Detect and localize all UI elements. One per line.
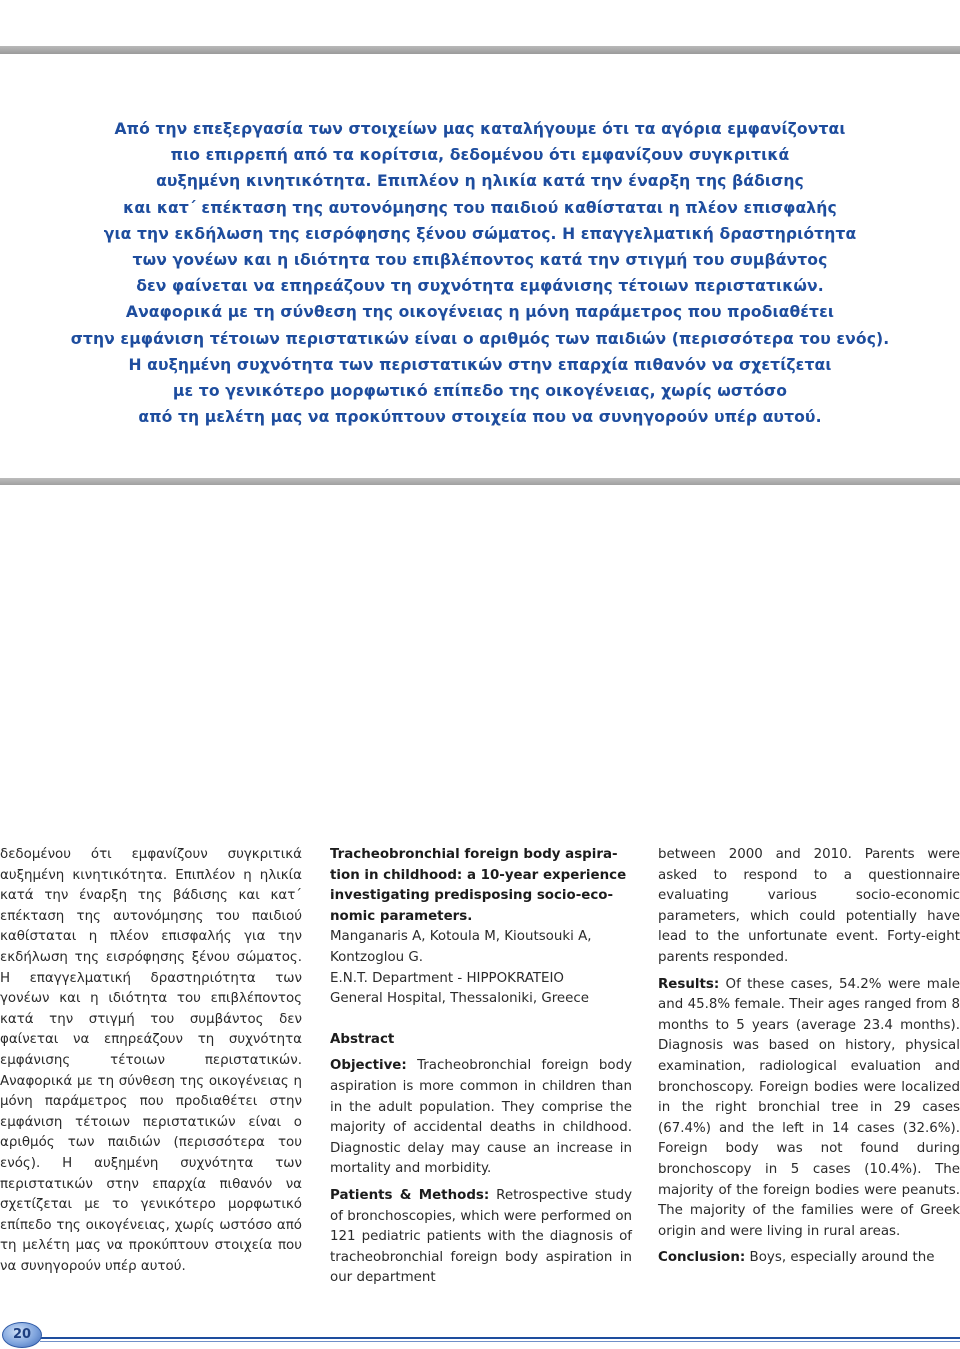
article-title-line: investigating predisposing socio-eco- [330,888,614,904]
abstract-heading: Abstract [330,1031,395,1047]
top-divider [0,46,960,54]
methods-paragraph [330,1186,632,1289]
pullquote [60,116,900,430]
conclusion-text: Boys, especially around the [749,1250,935,1266]
article-title-line: Tracheobronchial foreign body aspira- [330,847,618,862]
footer-rule-thin [40,1341,960,1342]
page-number-badge [2,1322,42,1348]
abstract-column-left [330,845,632,1289]
methods-label: Patients & Methods: [330,1187,490,1203]
objective-paragraph [330,1056,632,1180]
footer-rule [40,1337,960,1339]
pullquote-line: Η αυξημένη συχνότητα των περιστατικών στην επαρχία πιθανόν να σχετίζεται [128,355,832,374]
greek-text-column [0,845,302,1277]
article-authors-line: Kontzoglou G. [330,949,424,965]
objective-text: Tracheobronchial foreign body aspiration is more common in children than in the adult population. They comprise the majority of accidental deaths in childhood. Diagnostic delay may cause an increase in mortality and morbidity. [330,1058,632,1177]
article-affiliation-line: E.N.T. Department - HIPPOKRATEIO [330,970,564,986]
page-number: 20 [12,1327,32,1342]
pullquote-line: με το γενικότερο μορφωτικό επίπεδο της οικογένειας, χωρίς ωστόσο [172,382,788,401]
results-paragraph [658,975,960,1243]
pullquote-line: πιο επιρρεπή από τα κορίτσια, δεδομένου ότι εμφανίζουν συγκριτικά [170,146,790,165]
results-label: Results: [658,976,720,992]
pullquote-line: στην εμφάνιση τέτοιων περιστατικών είναι ο αριθμός των παιδιών (περισσότερα του ενός). [70,329,890,348]
article-affiliation-line: General Hospital, Thessaloniki, Greece [330,991,590,1007]
section-divider [0,478,960,485]
pullquote-line: και κατ΄ επέκταση της αυτονόμησης του παιδιού καθίσταται η πλέον επισφαλής [123,198,837,217]
pullquote-line: αυξημένη κινητικότητα. Επιπλέον η ηλικία κατά την έναρξη της βάδισης [156,172,804,191]
greek-paragraph: δεδομένου ότι εμφανίζουν συγκριτικά αυξημένη κινητικότητα. Επιπλέον η ηλικία κατά την έναρξη της βάδισης και κατ΄ επέκταση της αυτονόμησης του παιδιού καθίσταται η πλέον επισφαλής για την εκδήλωση της εισρόφησης ξένου σώματος. Η επαγγελματική δραστηριότητα των γονέων και η ιδιότητα του επιβλέποντος κατά την στιγμή του συμβάντος δεν φαίνεται να επηρεάζουν τη συχνότητα εμφάνισης τέτοιων περιστατικών. Αναφορικά με τη σύνθεση της οικογένειας η μόνη παράμετρος που προδιαθέτει στην εμφάνιση τέτοιων περιστατικών είναι ο αριθμός των παιδιών (περισσότερα του ενός). Η αυξημένη συχνότητα των περιστατικών στην επαρχία πιθανόν να σχετίζεται με το γενικότερο μορφωτικό επίπεδο της οικογένειας, χωρίς ωστόσο από τη μελέτη μας να προκύπτουν στοιχεία που να συνηγορούν υπέρ αυτού. [0,847,302,1274]
pullquote-line: Αναφορικά με τη σύνθεση της οικογένειας η μόνη παράμετρος που προδιαθέτει [125,303,835,322]
methods-continued: between 2000 and 2010. Parents were asked to respond to a questionnaire evaluating various socio-economic parameters, which could potentially have lead to the unfortunate event. Forty-eight parents responded. [658,847,960,965]
article-title-line: tion in childhood: a 10-year experience [330,867,627,883]
pullquote-line: για την εκδήλωση της εισρόφησης ξένου σώματος. Η επαγγελματική δραστηριότητα [103,224,857,243]
conclusion-paragraph [658,1248,960,1269]
article-affiliation [330,969,632,1010]
conclusion-label: Conclusion: [658,1250,746,1266]
pullquote-line: δεν φαίνεται να επηρεάζουν τη συχνότητα εμφάνισης τέτοιων περιστατικών. [136,277,824,296]
pullquote-line: Από την επεξεργασία των στοιχείων μας καταλήγουμε ότι τα αγόρια εμφανίζονται [114,120,846,138]
article-authors [330,927,632,968]
results-text: Of these cases, 54.2% were male and 45.8% female. Their ages ranged from 8 months to 5 years (average 23.4 months). Diagnosis was based on history, physical examination, radiological evaluation and bronchoscopy. Foreign bodies were localized in the right bronchial tree in 29 cases (67.4%) and the left in 14 cases (32.6%). Foreign body was not found during bronchoscopy in 5 cases (10.4%). The majority of the foreign bodies were peanuts. The majority of the families were of Greek origin and were living in rural areas. [658,976,960,1239]
objective-label: Objective: [330,1058,407,1074]
pullquote-line: από τη μελέτη μας να προκύπτουν στοιχεία που να συνηγορούν υπέρ αυτού. [138,408,822,427]
article-title [330,845,632,927]
abstract-column-right [658,845,960,1269]
article-title-line: nomic parameters. [330,908,473,924]
article-authors-line: Manganaris A, Kotoula M, Kioutsouki A, [330,929,592,945]
pullquote-line: των γονέων και η ιδιότητα του επιβλέποντος κατά την στιγμή του συμβάντος [132,251,828,270]
methods-text: Retrospective study of bronchoscopies, which were performed on 121 pediatric patients with the diagnosis of tracheobronchial foreign body aspiration in our department [330,1187,633,1286]
